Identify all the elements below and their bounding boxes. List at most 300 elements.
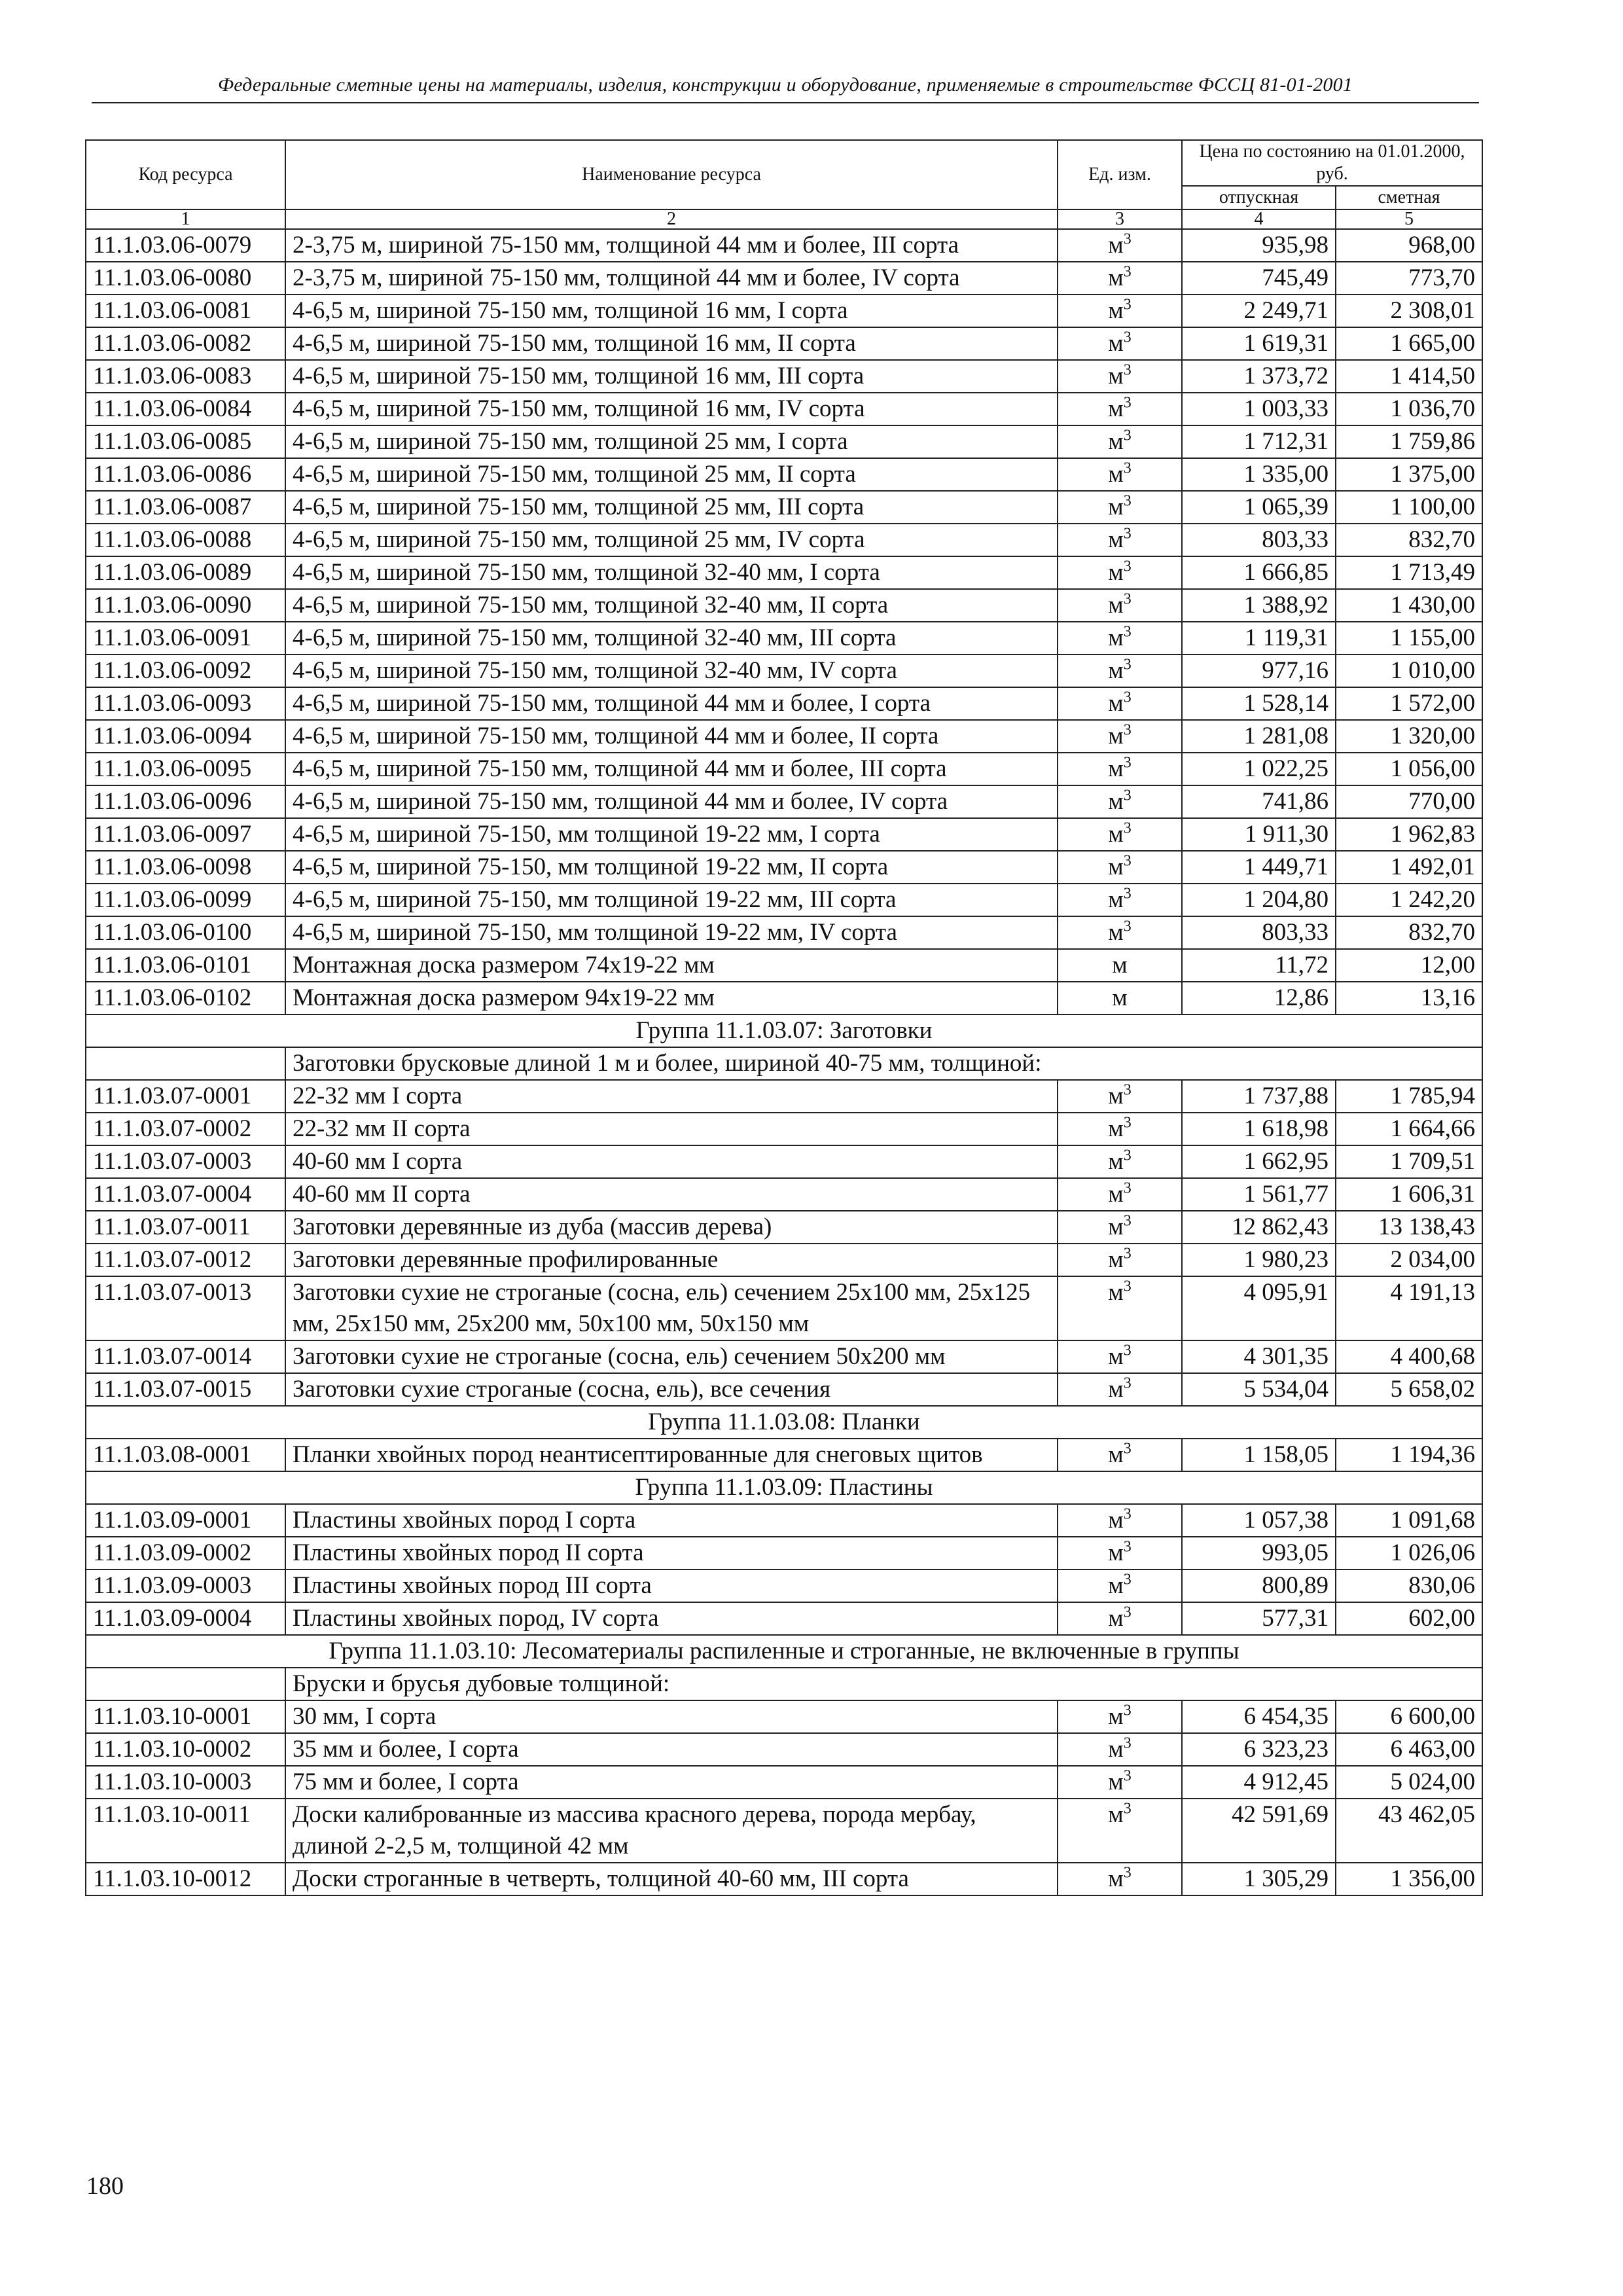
estimate-price: 1 759,86 [1336,425,1482,458]
col-name-header: Наименование ресурса [285,140,1058,209]
release-price: 745,49 [1182,262,1336,295]
release-price: 1 618,98 [1182,1113,1336,1145]
table-body [86,229,1482,1895]
table-row [86,818,1482,851]
estimate-price: 1 572,00 [1336,687,1482,720]
unit-text: м [1108,1181,1124,1208]
estimate-price: 2 034,00 [1336,1244,1482,1276]
table-row [86,1733,1482,1766]
resource-name: 4-6,5 м, шириной 75-150 мм, толщиной 32-40 мм, I сорта [285,556,1058,589]
unit-exponent: 3 [1123,590,1132,608]
col-code-header: Код ресурса [86,140,285,209]
table-row [86,524,1482,556]
estimate-price: 1 026,06 [1336,1537,1482,1570]
table-row [86,884,1482,916]
table-row [86,1113,1482,1145]
resource-code: 11.1.03.07-0002 [86,1113,285,1145]
release-price: 800,89 [1182,1570,1336,1602]
unit-cell [1058,229,1182,262]
resource-name: 22-32 мм I сорта [285,1080,1058,1113]
release-price: 12 862,43 [1182,1211,1336,1244]
unit-text: м [1108,1343,1124,1370]
unit-cell [1058,1602,1182,1635]
table-row [86,295,1482,327]
resource-name: 4-6,5 м, шириной 75-150, мм толщиной 19-22 мм, IV сорта [285,916,1058,949]
unit-text: м [1108,755,1124,782]
estimate-price: 43 462,05 [1336,1799,1482,1863]
resource-code: 11.1.03.07-0003 [86,1145,285,1178]
resource-name: 4-6,5 м, шириной 75-150, мм толщиной 19-22 мм, II сорта [285,851,1058,884]
unit-exponent: 3 [1123,361,1132,379]
estimate-price: 968,00 [1336,229,1482,262]
resource-name: 40-60 мм I сорта [285,1145,1058,1178]
unit-text: м [1108,297,1124,324]
unit-cell [1058,785,1182,818]
unit-exponent: 3 [1123,329,1132,346]
release-price: 935,98 [1182,229,1336,262]
table-row [86,1244,1482,1276]
resource-code: 11.1.03.06-0082 [86,327,285,360]
unit-cell [1058,982,1182,1014]
table-row [86,360,1482,393]
release-price: 42 591,69 [1182,1799,1336,1863]
table-row [86,1276,1482,1340]
unit-text: м [1108,1865,1124,1892]
table-row [86,393,1482,425]
unit-text: м [1108,1572,1124,1599]
release-price: 4 095,91 [1182,1276,1336,1340]
release-price: 1 662,95 [1182,1145,1336,1178]
unit-text: м [1108,1736,1124,1763]
estimate-price: 1 414,50 [1336,360,1482,393]
resource-name: 4-6,5 м, шириной 75-150 мм, толщиной 16 мм, I сорта [285,295,1058,327]
estimate-price: 12,00 [1336,949,1482,982]
unit-exponent: 3 [1123,1864,1132,1882]
unit-exponent: 3 [1123,689,1132,706]
estimate-price: 1 320,00 [1336,720,1482,753]
table-row [86,1178,1482,1211]
subheader-row [86,1047,1482,1080]
unit-cell [1058,655,1182,687]
col-estimate-header: сметная [1336,186,1482,209]
resource-code: 11.1.03.06-0096 [86,785,285,818]
unit-cell [1058,916,1182,949]
running-header: Федеральные сметные цены на материалы, изделия, конструкции и оборудование, применяемые в строительстве ФССЦ 81-01-2001 [92,72,1479,103]
unit-text: м [1108,395,1124,422]
release-price: 1 619,31 [1182,327,1336,360]
unit-text: м [1108,723,1124,749]
resource-name: 22-32 мм II сорта [285,1113,1058,1145]
table-row [86,655,1482,687]
unit-exponent: 3 [1123,1147,1132,1164]
release-price: 1 528,14 [1182,687,1336,720]
unit-exponent: 3 [1123,1081,1132,1099]
table-row [86,1439,1482,1471]
unit-cell [1058,622,1182,655]
unit-cell [1058,425,1182,458]
price-table [85,139,1483,1896]
estimate-price: 830,06 [1336,1570,1482,1602]
unit-cell [1058,491,1182,524]
resource-name: 4-6,5 м, шириной 75-150 мм, толщиной 25 мм, I сорта [285,425,1058,458]
resource-code: 11.1.03.10-0003 [86,1766,285,1799]
estimate-price: 4 191,13 [1336,1276,1482,1340]
resource-code: 11.1.03.07-0013 [86,1276,285,1340]
unit-text: м [1108,526,1124,553]
group-title: Группа 11.1.03.10: Лесоматериалы распиленные и строганные, не включенные в группы [86,1635,1482,1668]
resource-name: 4-6,5 м, шириной 75-150 мм, толщиной 25 мм, IV сорта [285,524,1058,556]
unit-text: м [1108,264,1124,291]
table-row [86,785,1482,818]
release-price: 12,86 [1182,982,1336,1014]
col-release-header: отпускная [1182,186,1336,209]
unit-exponent: 3 [1123,819,1132,837]
unit-text: м [1108,1605,1124,1632]
resource-name: 2-3,75 м, шириной 75-150 мм, толщиной 44 мм и более, III сорта [285,229,1058,262]
col-number: 4 [1182,209,1336,229]
resource-code: 11.1.03.09-0004 [86,1602,285,1635]
estimate-price: 1 242,20 [1336,884,1482,916]
unit-cell [1058,949,1182,982]
col-price-header: Цена по состоянию на 01.01.2000, руб. [1182,140,1482,186]
resource-code: 11.1.03.09-0001 [86,1504,285,1537]
table-row [86,1799,1482,1863]
estimate-price: 1 785,94 [1336,1080,1482,1113]
unit-cell [1058,1799,1182,1863]
table-row [86,262,1482,295]
resource-code: 11.1.03.06-0094 [86,720,285,753]
resource-name: Пластины хвойных пород I сорта [285,1504,1058,1537]
resource-code: 11.1.03.10-0012 [86,1863,285,1895]
resource-name: 4-6,5 м, шириной 75-150 мм, толщиной 25 мм, II сорта [285,458,1058,491]
unit-text: м [1108,428,1124,455]
unit-text: м [1108,592,1124,619]
resource-name: 4-6,5 м, шириной 75-150 мм, толщиной 32-40 мм, II сорта [285,589,1058,622]
resource-name: Пластины хвойных пород, IV сорта [285,1602,1058,1635]
page-number: 180 [86,2172,124,2200]
unit-text: м [1108,919,1124,946]
unit-exponent: 3 [1123,1278,1132,1295]
unit-exponent: 3 [1123,1571,1132,1588]
resource-code: 11.1.03.06-0097 [86,818,285,851]
unit-text: м [1108,690,1124,717]
unit-cell [1058,720,1182,753]
table-row [86,949,1482,982]
resource-code: 11.1.03.06-0090 [86,589,285,622]
unit-text: м [1108,886,1124,913]
unit-cell [1058,1373,1182,1406]
unit-exponent: 3 [1123,1440,1132,1458]
unit-cell [1058,327,1182,360]
table-row [86,622,1482,655]
resource-code: 11.1.03.06-0079 [86,229,285,262]
resource-name: 4-6,5 м, шириной 75-150 мм, толщиной 32-40 мм, IV сорта [285,655,1058,687]
release-price: 1 388,92 [1182,589,1336,622]
table-row [86,1766,1482,1799]
table-row [86,458,1482,491]
group-header-row [86,1406,1482,1439]
unit-exponent: 3 [1123,525,1132,543]
release-price: 1 712,31 [1182,425,1336,458]
unit-cell [1058,1700,1182,1733]
estimate-price: 13 138,43 [1336,1211,1482,1244]
unit-text: м [1112,952,1128,978]
unit-text: м [1108,330,1124,357]
resource-code: 11.1.03.06-0089 [86,556,285,589]
table-row [86,982,1482,1014]
unit-exponent: 3 [1123,459,1132,477]
unit-exponent: 3 [1123,296,1132,314]
resource-name: Доски строганные в четверть, толщиной 40-60 мм, III сорта [285,1863,1058,1895]
resource-name: 4-6,5 м, шириной 75-150 мм, толщиной 44 мм и более, IV сорта [285,785,1058,818]
unit-exponent: 3 [1123,1800,1132,1818]
unit-cell [1058,295,1182,327]
release-price: 1 335,00 [1182,458,1336,491]
release-price: 1 119,31 [1182,622,1336,655]
unit-text: м [1108,1279,1124,1306]
unit-exponent: 3 [1123,1114,1132,1132]
resource-code: 11.1.03.06-0083 [86,360,285,393]
unit-exponent: 3 [1123,885,1132,903]
unit-cell [1058,818,1182,851]
unit-cell [1058,393,1182,425]
unit-exponent: 3 [1123,1342,1132,1359]
unit-text: м [1108,363,1124,389]
resource-name: 4-6,5 м, шириной 75-150 мм, толщиной 44 мм и более, III сорта [285,753,1058,785]
release-price: 2 249,71 [1182,295,1336,327]
release-price: 803,33 [1182,524,1336,556]
release-price: 1 911,30 [1182,818,1336,851]
table-row [86,1570,1482,1602]
subheader-row [86,1668,1482,1700]
unit-exponent: 3 [1123,1604,1132,1621]
resource-name: Заготовки сухие не строганые (сосна, ель) сечением 50х200 мм [285,1340,1058,1373]
estimate-price: 832,70 [1336,524,1482,556]
unit-cell [1058,1733,1182,1766]
resource-name: 4-6,5 м, шириной 75-150 мм, толщиной 25 мм, III сорта [285,491,1058,524]
unit-cell [1058,589,1182,622]
unit-cell [1058,1178,1182,1211]
resource-code: 11.1.03.06-0080 [86,262,285,295]
resource-name: 4-6,5 м, шириной 75-150 мм, толщиной 44 мм и более, II сорта [285,720,1058,753]
resource-name: 4-6,5 м, шириной 75-150 мм, толщиной 32-40 мм, III сорта [285,622,1058,655]
unit-text: м [1108,1083,1124,1109]
unit-text: м [1112,984,1128,1011]
estimate-price: 1 492,01 [1336,851,1482,884]
resource-name: Заготовки деревянные из дуба (массив дерева) [285,1211,1058,1244]
subheader-text: Бруски и брусья дубовые толщиной: [285,1668,1482,1700]
resource-name: 2-3,75 м, шириной 75-150 мм, толщиной 44 мм и более, IV сорта [285,262,1058,295]
release-price: 803,33 [1182,916,1336,949]
unit-cell [1058,851,1182,884]
table-row [86,687,1482,720]
resource-code: 11.1.03.06-0085 [86,425,285,458]
resource-code: 11.1.03.10-0001 [86,1700,285,1733]
table-row [86,425,1482,458]
unit-cell [1058,1276,1182,1340]
release-price: 11,72 [1182,949,1336,982]
release-price: 977,16 [1182,655,1336,687]
unit-exponent: 3 [1123,394,1132,412]
unit-text: м [1108,461,1124,488]
table-row [86,229,1482,262]
resource-name: 4-6,5 м, шириной 75-150 мм, толщиной 16 мм, II сорта [285,327,1058,360]
table-row [86,589,1482,622]
estimate-price: 13,16 [1336,982,1482,1014]
unit-cell [1058,524,1182,556]
table-row [86,1373,1482,1406]
unit-text: м [1108,1801,1124,1828]
group-header-row [86,1014,1482,1047]
unit-text: м [1108,853,1124,880]
release-price: 1 204,80 [1182,884,1336,916]
table-row [86,1080,1482,1113]
unit-text: м [1108,493,1124,520]
resource-name: Заготовки деревянные профилированные [285,1244,1058,1276]
unit-exponent: 3 [1123,852,1132,870]
resource-code: 11.1.03.06-0087 [86,491,285,524]
release-price: 4 301,35 [1182,1340,1336,1373]
unit-text: м [1108,1376,1124,1403]
unit-cell [1058,1766,1182,1799]
unit-exponent: 3 [1123,427,1132,444]
unit-cell [1058,687,1182,720]
unit-exponent: 3 [1123,623,1132,641]
unit-text: м [1108,1703,1124,1730]
table-row [86,1602,1482,1635]
unit-cell [1058,1113,1182,1145]
unit-cell [1058,1080,1182,1113]
resource-name: 4-6,5 м, шириной 75-150, мм толщиной 19-22 мм, III сорта [285,884,1058,916]
estimate-price: 1 665,00 [1336,327,1482,360]
estimate-price: 1 155,00 [1336,622,1482,655]
estimate-price: 1 962,83 [1336,818,1482,851]
table-row [86,327,1482,360]
empty-cell [86,1668,285,1700]
unit-cell [1058,1145,1182,1178]
table-row [86,1504,1482,1537]
unit-exponent: 3 [1123,1212,1132,1230]
resource-code: 11.1.03.06-0088 [86,524,285,556]
resource-code: 11.1.03.06-0101 [86,949,285,982]
unit-text: м [1108,1768,1124,1795]
unit-cell [1058,458,1182,491]
release-price: 4 912,45 [1182,1766,1336,1799]
table-row [86,1863,1482,1895]
unit-text: м [1108,821,1124,848]
resource-name: Заготовки сухие не строганые (сосна, ель) сечением 25х100 мм, 25х125 мм, 25х150 мм, 25х200 мм, 50х100 мм, 50х150 мм [285,1276,1058,1340]
release-price: 993,05 [1182,1537,1336,1570]
release-price: 1 003,33 [1182,393,1336,425]
estimate-price: 1 056,00 [1336,753,1482,785]
release-price: 1 281,08 [1182,720,1336,753]
estimate-price: 832,70 [1336,916,1482,949]
estimate-price: 1 375,00 [1336,458,1482,491]
unit-cell [1058,1211,1182,1244]
resource-name: Пластины хвойных пород II сорта [285,1537,1058,1570]
unit-cell [1058,1504,1182,1537]
resource-name: Планки хвойных пород неантисептированные для снеговых щитов [285,1439,1058,1471]
resource-name: 4-6,5 м, шириной 75-150, мм толщиной 19-22 мм, I сорта [285,818,1058,851]
unit-cell [1058,884,1182,916]
unit-text: м [1108,1115,1124,1142]
col-number: 3 [1058,209,1182,229]
resource-name: Пластины хвойных пород III сорта [285,1570,1058,1602]
table-row [86,753,1482,785]
estimate-price: 1 091,68 [1336,1504,1482,1537]
unit-text: м [1108,657,1124,684]
table-row [86,916,1482,949]
resource-code: 11.1.03.06-0081 [86,295,285,327]
estimate-price: 1 010,00 [1336,655,1482,687]
unit-cell [1058,753,1182,785]
release-price: 6 454,35 [1182,1700,1336,1733]
unit-text: м [1108,1213,1124,1240]
unit-cell [1058,1340,1182,1373]
estimate-price: 1 430,00 [1336,589,1482,622]
resource-code: 11.1.03.06-0099 [86,884,285,916]
unit-text: м [1108,1539,1124,1566]
col-number: 2 [285,209,1058,229]
resource-name: 75 мм и более, I сорта [285,1766,1058,1799]
estimate-price: 770,00 [1336,785,1482,818]
estimate-price: 5 024,00 [1336,1766,1482,1799]
unit-exponent: 3 [1123,1767,1132,1785]
unit-cell [1058,262,1182,295]
unit-exponent: 3 [1123,1702,1132,1719]
subheader-text: Заготовки брусковые длиной 1 м и более, шириной 40-75 мм, толщиной: [285,1047,1482,1080]
resource-name: Монтажная доска размером 74х19-22 мм [285,949,1058,982]
table-row [86,1340,1482,1373]
unit-exponent: 3 [1123,721,1132,739]
resource-code: 11.1.03.07-0011 [86,1211,285,1244]
unit-text: м [1108,1246,1124,1273]
estimate-price: 1 194,36 [1336,1439,1482,1471]
resource-code: 11.1.03.07-0001 [86,1080,285,1113]
table-row [86,1211,1482,1244]
unit-exponent: 3 [1123,263,1132,281]
unit-exponent: 3 [1123,918,1132,935]
release-price: 1 065,39 [1182,491,1336,524]
resource-code: 11.1.03.06-0102 [86,982,285,1014]
resource-name: 4-6,5 м, шириной 75-150 мм, толщиной 44 мм и более, I сорта [285,687,1058,720]
estimate-price: 6 600,00 [1336,1700,1482,1733]
resource-name: Заготовки сухие строганые (сосна, ель), все сечения [285,1373,1058,1406]
resource-code: 11.1.03.07-0012 [86,1244,285,1276]
unit-exponent: 3 [1123,492,1132,510]
group-title: Группа 11.1.03.07: Заготовки [86,1014,1482,1047]
resource-code: 11.1.03.07-0015 [86,1373,285,1406]
col-number: 5 [1336,209,1482,229]
resource-name: 4-6,5 м, шириной 75-150 мм, толщиной 16 мм, IV сорта [285,393,1058,425]
unit-exponent: 3 [1123,656,1132,673]
table-row [86,1700,1482,1733]
unit-cell [1058,1570,1182,1602]
release-price: 1 305,29 [1182,1863,1336,1895]
resource-name: 40-60 мм II сорта [285,1178,1058,1211]
resource-name: 30 мм, I сорта [285,1700,1058,1733]
estimate-price: 1 036,70 [1336,393,1482,425]
unit-exponent: 3 [1123,1538,1132,1556]
release-price: 741,86 [1182,785,1336,818]
release-price: 1 158,05 [1182,1439,1336,1471]
resource-code: 11.1.03.06-0084 [86,393,285,425]
unit-text: м [1108,624,1124,651]
estimate-price: 1 356,00 [1336,1863,1482,1895]
resource-code: 11.1.03.09-0003 [86,1570,285,1602]
col-unit-header: Ед. изм. [1058,140,1182,209]
resource-code: 11.1.03.10-0011 [86,1799,285,1863]
